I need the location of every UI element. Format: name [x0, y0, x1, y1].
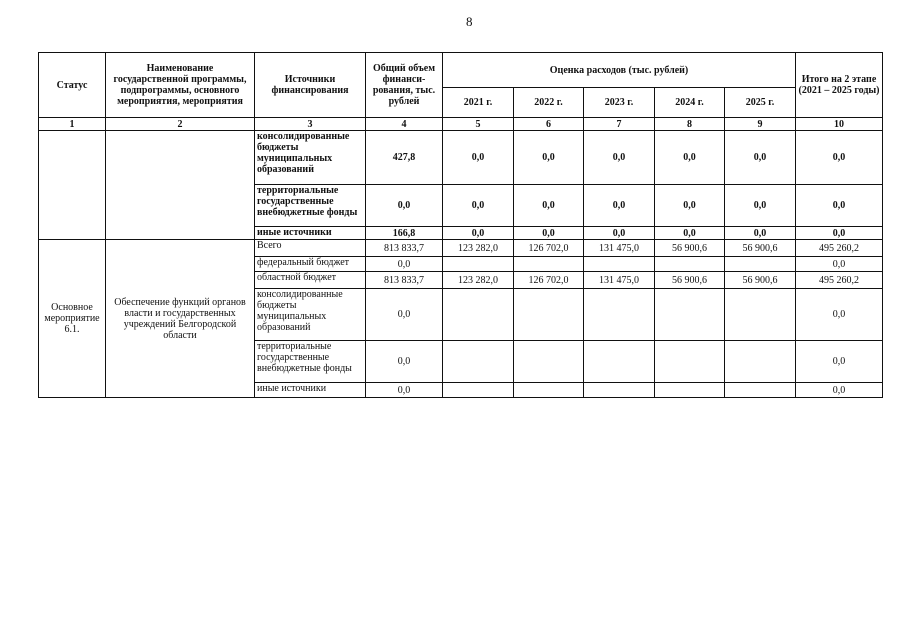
value-cell: 131 475,0	[584, 272, 655, 289]
value-cell: 495 260,2	[796, 272, 883, 289]
value-cell: 0,0	[725, 131, 796, 185]
table-row	[39, 240, 883, 257]
value-cell: 123 282,0	[443, 272, 514, 289]
value-cell: 123 282,0	[443, 240, 514, 257]
value-cell	[655, 289, 725, 341]
header-year: 2023 г.	[584, 88, 655, 118]
value-cell: 0,0	[443, 185, 514, 227]
index-cell: 4	[366, 118, 443, 131]
value-cell	[443, 341, 514, 383]
value-cell: 0,0	[796, 257, 883, 272]
table-row	[39, 131, 883, 185]
index-row	[39, 118, 883, 131]
value-cell: 131 475,0	[584, 240, 655, 257]
budget-table	[38, 52, 883, 398]
value-cell: 0,0	[796, 289, 883, 341]
value-cell	[514, 257, 584, 272]
value-cell: 0,0	[796, 227, 883, 240]
value-cell: 0,0	[443, 131, 514, 185]
value-cell: 0,0	[584, 131, 655, 185]
value-cell: 427,8	[366, 131, 443, 185]
index-cell: 2	[106, 118, 255, 131]
header-sources: Источники финансирования	[255, 53, 366, 118]
source-cell: консолидированные бюджеты муниципальных образований	[255, 131, 366, 185]
value-cell: 0,0	[366, 383, 443, 398]
name-cell	[106, 131, 255, 240]
value-cell	[725, 383, 796, 398]
value-cell: 0,0	[366, 289, 443, 341]
value-cell: 813 833,7	[366, 272, 443, 289]
value-cell	[584, 341, 655, 383]
value-cell: 0,0	[366, 341, 443, 383]
value-cell: 0,0	[725, 185, 796, 227]
value-cell: 56 900,6	[655, 272, 725, 289]
value-cell	[725, 257, 796, 272]
value-cell: 0,0	[514, 227, 584, 240]
page-number: 8	[466, 14, 473, 29]
header-estimate: Оценка расходов (тыс. рублей)	[443, 53, 796, 88]
value-cell: 0,0	[655, 185, 725, 227]
value-cell: 495 260,2	[796, 240, 883, 257]
header-itogo: Итого на 2 этапе (2021 – 2025 годы)	[796, 53, 883, 118]
source-cell: иные источники	[255, 227, 366, 240]
index-cell: 5	[443, 118, 514, 131]
index-cell: 10	[796, 118, 883, 131]
value-cell: 813 833,7	[366, 240, 443, 257]
status-cell: Основное мероприятие 6.1.	[39, 240, 106, 398]
value-cell: 56 900,6	[725, 240, 796, 257]
header-name: Наименование государственной программы, подпрограммы, основного мероприятия, мероприятия	[106, 53, 255, 118]
value-cell	[655, 341, 725, 383]
header-year: 2024 г.	[655, 88, 725, 118]
source-cell: областной бюджет	[255, 272, 366, 289]
value-cell: 0,0	[366, 257, 443, 272]
header-year: 2022 г.	[514, 88, 584, 118]
value-cell	[514, 383, 584, 398]
value-cell: 0,0	[655, 227, 725, 240]
source-cell: Всего	[255, 240, 366, 257]
value-cell	[443, 383, 514, 398]
value-cell: 56 900,6	[655, 240, 725, 257]
index-cell: 8	[655, 118, 725, 131]
value-cell: 0,0	[655, 131, 725, 185]
value-cell: 0,0	[514, 185, 584, 227]
value-cell: 0,0	[584, 227, 655, 240]
header-year: 2021 г.	[443, 88, 514, 118]
index-cell: 3	[255, 118, 366, 131]
value-cell	[584, 257, 655, 272]
source-cell: территориальные государственные внебюджетные фонды	[255, 185, 366, 227]
source-cell: территориальные государственные внебюджетные фонды	[255, 341, 366, 383]
index-cell: 9	[725, 118, 796, 131]
status-cell	[39, 131, 106, 240]
source-cell: федеральный бюджет	[255, 257, 366, 272]
value-cell	[584, 383, 655, 398]
header-total: Общий объем финанси-рования, тыс. рублей	[366, 53, 443, 118]
value-cell	[514, 341, 584, 383]
value-cell	[655, 383, 725, 398]
value-cell: 126 702,0	[514, 272, 584, 289]
value-cell: 0,0	[443, 227, 514, 240]
index-cell: 1	[39, 118, 106, 131]
source-cell: иные источники	[255, 383, 366, 398]
value-cell: 166,8	[366, 227, 443, 240]
value-cell: 0,0	[796, 341, 883, 383]
value-cell: 0,0	[796, 383, 883, 398]
header-year: 2025 г.	[725, 88, 796, 118]
value-cell	[725, 341, 796, 383]
index-cell: 6	[514, 118, 584, 131]
value-cell: 0,0	[514, 131, 584, 185]
name-cell: Обеспечение функций органов власти и государственных учреждений Белгородской области	[106, 240, 255, 398]
header-status: Статус	[39, 53, 106, 118]
value-cell: 0,0	[725, 227, 796, 240]
source-cell: консолидированные бюджеты муниципальных образований	[255, 289, 366, 341]
value-cell	[655, 257, 725, 272]
value-cell: 0,0	[796, 185, 883, 227]
value-cell: 0,0	[366, 185, 443, 227]
index-cell: 7	[584, 118, 655, 131]
value-cell: 0,0	[796, 131, 883, 185]
value-cell	[584, 289, 655, 341]
value-cell	[443, 257, 514, 272]
value-cell: 126 702,0	[514, 240, 584, 257]
value-cell	[725, 289, 796, 341]
value-cell	[443, 289, 514, 341]
value-cell: 0,0	[584, 185, 655, 227]
value-cell: 56 900,6	[725, 272, 796, 289]
value-cell	[514, 289, 584, 341]
